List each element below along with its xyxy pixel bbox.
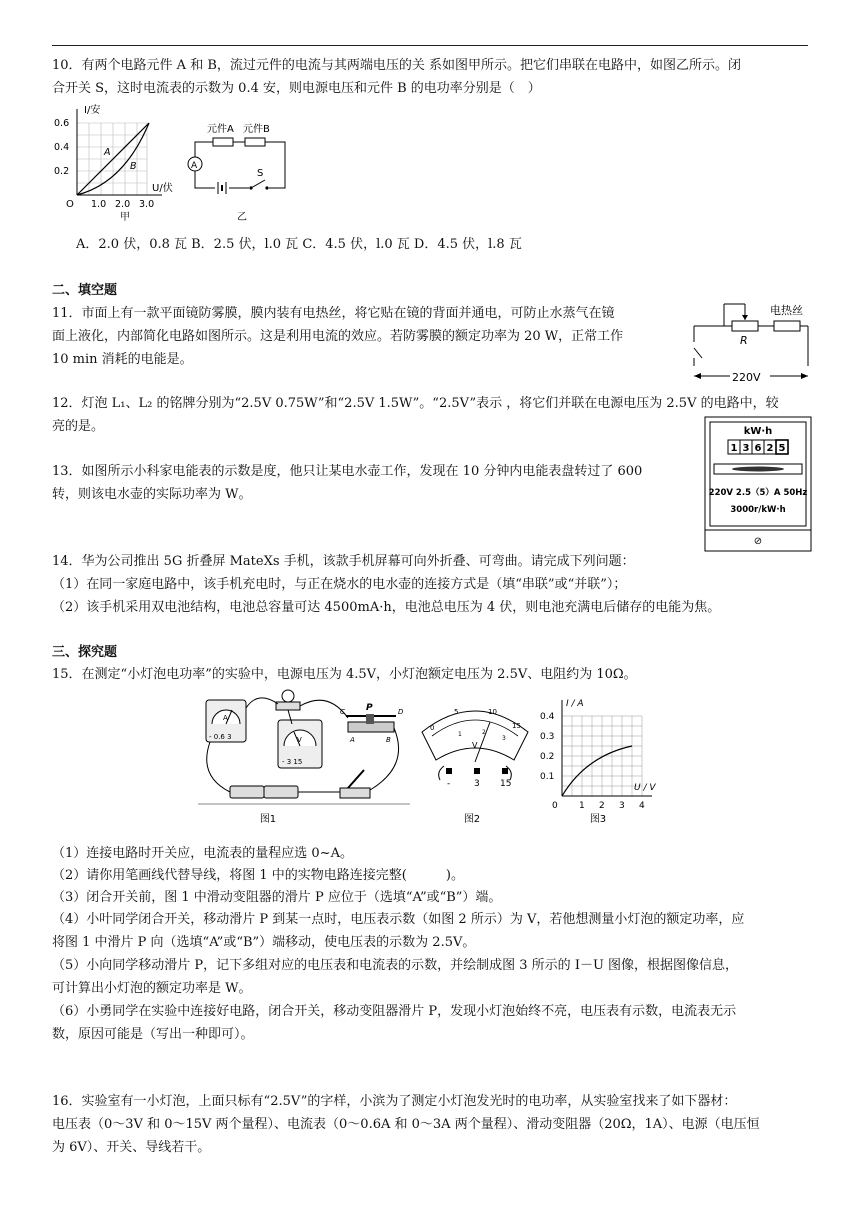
q15-fig2-small: 3 [502, 735, 506, 742]
q13-meter-digit: 3 [742, 443, 750, 454]
q15-line1: 15．在测定“小灯泡电功率”的实验中，电源电压为 4.5V，小灯泡额定电压为 2.5V、电阻约为 10Ω。 [52, 667, 637, 682]
q12-line2: 亮的是。 [52, 419, 105, 434]
q14-line3: （2）该手机采用双电池结构，电池总容量可达 4500mA·h，电池总电压为 4 伏，则电池充满电后储存的电能为焦。 [52, 600, 721, 615]
q13-meter-digit: 1 [730, 443, 738, 454]
section-fill-in: 二、填空题 [52, 283, 118, 298]
q15-fig1-label-p: P [366, 703, 373, 713]
q15-fig3-xtick: 4 [639, 801, 645, 811]
q11-line2: 面上液化，内部简化电路如图所示。这是利用电流的效应。若防雾膜的额定功率为 20 W，正常工作 [52, 329, 624, 344]
q11-line3: 10 min 消耗的电能是。 [52, 352, 193, 367]
q15-fig2-small: 1 [458, 731, 462, 738]
q15-fig2-v: V [472, 741, 478, 750]
q13-meter-knob: ⊘ [753, 536, 763, 547]
q15-sub6-line1: （6）小勇同学在实验中连接好电路，闭合开关，移动变阻器滑片 P，发现小灯泡始终不亮，电压表有示数，电流表无示 [52, 1004, 737, 1019]
q10-element-b-label: 元件B [243, 124, 270, 135]
q15-sub4-line1: （4）小叶同学闭合开关，移动滑片 P 到某一点时，电压表示数（如图 2 所示）为 V，若他想测量小灯泡的额定功率，应 [52, 912, 745, 927]
q15-fig1-voltmeter-terms: - 3 15 [282, 758, 303, 766]
q15-fig2-scale: 0 [430, 724, 435, 732]
q15-fig3-ytick: 0.3 [540, 732, 555, 742]
q15-fig2-term: 3 [474, 779, 480, 789]
q15-sub6-line2: 数，原因可能是（写出一种即可）。 [52, 1027, 254, 1042]
q15-fig1-label-a: A [350, 736, 355, 744]
q10-xtick: 3.0 [139, 199, 155, 210]
q15-fig2-small: 2 [482, 729, 486, 736]
q10-graph-caption: 甲 [120, 212, 130, 223]
q10-ytick: 0.4 [54, 142, 70, 153]
q15-fig3-ylabel: I / A [566, 699, 584, 709]
q13-line2: 转，则该电水壶的实际功率为 W。 [52, 487, 252, 502]
q15-fig1-voltmeter: V [297, 736, 302, 744]
q15-fig1-ammeter: A [223, 714, 228, 722]
q11-resistor-label: R [740, 334, 748, 347]
q15-fig2-caption: 图2 [463, 814, 481, 825]
q10-line1: 10．有两个电路元件 A 和 B，流过元件的电流与其两端电压的关 系如图甲所示。把它们串联在电路中，如图乙所示。闭 [52, 58, 742, 73]
q10-curve-b-label: B [130, 161, 137, 172]
q10-graph-origin: O [66, 199, 74, 210]
q11-heater-label: 电热丝 [770, 304, 803, 317]
q15-fig1-ammeter-terms: - 0.6 3 [209, 733, 232, 741]
q10-figure-circuit [185, 118, 295, 226]
q15-sub2: （2）请你用笔画线代替导线，将图 1 中的实物电路连接完整( )。 [52, 868, 464, 883]
q12-line1: 12．灯泡 L₁、L₂ 的铭牌分别为“2.5V 0.75W”和“2.5V 1.5W”。“2.5V”表示 ，将它们并联在电源电压为 2.5V 的电路中，较 [52, 396, 779, 411]
q15-fig3-caption: 图3 [589, 814, 607, 825]
q11-line1: 11．市面上有一款平面镜防雾膜，膜内装有电热丝，将它贴在镜的背面并通电，可防止水蒸气在镜 [52, 306, 615, 321]
q15-fig1-label-b: B [386, 736, 391, 744]
q15-fig3-origin: 0 [552, 801, 558, 811]
q14-line2: （1）在同一家庭电路中，该手机充电时，与正在烧水的电水壶的连接方式是（填“串联”或“并联”）； [52, 577, 627, 592]
q15-sub4-line2: 将图 1 中滑片 P 向（选填“A”或“B”）端移动，使电压表的示数为 2.5V。 [52, 935, 476, 950]
q15-fig2-scale: 10 [488, 708, 497, 716]
q10-element-a-label: 元件A [207, 124, 234, 135]
q10-figure-iu-graph [52, 103, 182, 225]
q10-ytick: 0.2 [54, 166, 70, 177]
q10-xtick: 2.0 [115, 199, 131, 210]
q10-graph-xlabel: U/伏 [152, 183, 173, 194]
q15-fig3-xtick: 3 [619, 801, 625, 811]
q13-meter-spec: 220V 2.5（5）A 50Hz [708, 488, 808, 498]
q16-line1: 16．实验室有一小灯泡，上面只标有“2.5V”的字样，小滨为了测定小灯泡发光时的电功率，从实验室找来了如下器材： [52, 1094, 737, 1109]
q10-options: A．2.0 伏，0.8 瓦 B．2.5 伏，l.0 瓦 C．4.5 伏，l.0 瓦 D．4.5 伏，l.8 瓦 [76, 237, 522, 252]
q15-sub3: （3）闭合开关前，图 1 中滑动变阻器的滑片 P 应位于（选填“A”或“B”）端。 [52, 890, 502, 905]
q15-fig2-term: 15 [500, 779, 512, 789]
q14-line1: 14．华为公司推出 5G 折叠屏 MateXs 手机，该款手机屏幕可向外折叠、可弯曲。请完成下列问题： [52, 554, 635, 569]
header-rule [52, 45, 808, 46]
q15-fig2-term: - [447, 779, 451, 789]
q13-meter-digit: 2 [766, 443, 774, 454]
q13-meter-rev: 3000r/kW·h [730, 505, 786, 515]
q10-circuit-caption: 乙 [237, 212, 247, 223]
q15-fig3-xtick: 2 [599, 801, 605, 811]
q15-sub1: （1）连接电路时开关应，电流表的量程应选 0~A。 [52, 846, 353, 861]
q13-figure-energy-meter [704, 416, 812, 552]
q15-fig3-ytick: 0.2 [540, 752, 555, 762]
q15-fig2-scale: 5 [454, 708, 459, 716]
q16-line3: 为 6V）、开关、导线若干。 [52, 1140, 211, 1155]
q16-line2: 电压表（0～3V 和 0～15V 两个量程）、电流表（0～0.6A 和 0～3A 两个量程）、滑动变阻器（20Ω，1A）、电源（电压恒 [52, 1117, 760, 1132]
q15-fig1-caption: 图1 [259, 814, 277, 825]
q13-meter-digit: 5 [778, 443, 786, 454]
q15-fig3-ytick: 0.4 [540, 712, 555, 722]
q15-figure2-voltmeter-dial [416, 696, 534, 828]
q13-meter-digit: 6 [754, 443, 762, 454]
q10-graph-ylabel: I/安 [84, 105, 101, 116]
q13-line1: 13．如图所示小科家电能表的示数是度，他只让某电水壶工作，发现在 10 分钟内电能表盘转过了 600 [52, 464, 643, 479]
q11-figure-heater-circuit [684, 296, 814, 388]
q10-curve-a-label: A [104, 147, 111, 158]
q15-fig3-xtick: 1 [579, 801, 585, 811]
q15-fig1-label-c: C [340, 708, 345, 716]
q13-meter-unit: kW·h [743, 426, 773, 437]
q15-sub5-line2: 可计算出小灯泡的额定功率是 W。 [52, 981, 252, 996]
q10-ytick: 0.6 [54, 118, 70, 129]
section-inquiry: 三、探究题 [52, 645, 118, 660]
q15-figure3-iu-graph [536, 690, 660, 828]
q15-figure1-apparatus [198, 686, 410, 828]
q10-xtick: 1.0 [91, 199, 107, 210]
q10-ammeter-label: A [191, 161, 198, 171]
q15-fig1-label-d: D [398, 708, 404, 716]
q15-fig2-scale: 15 [512, 722, 521, 730]
q10-line2: 合开关 S，这时电流表的示数为 0.4 安，则电源电压和元件 B 的电功率分别是（ ） [52, 81, 541, 96]
q10-switch-label: S [257, 168, 264, 179]
q11-voltage-label: 220V [732, 371, 761, 384]
q15-fig3-ytick: 0.1 [540, 772, 555, 782]
q15-fig3-xlabel: U / V [634, 783, 656, 793]
q15-sub5-line1: （5）小向同学移动滑片 P，记下多组对应的电压表和电流表的示数，并绘制成图 3 所示的 I－U 图像，根据图像信息， [52, 958, 739, 973]
